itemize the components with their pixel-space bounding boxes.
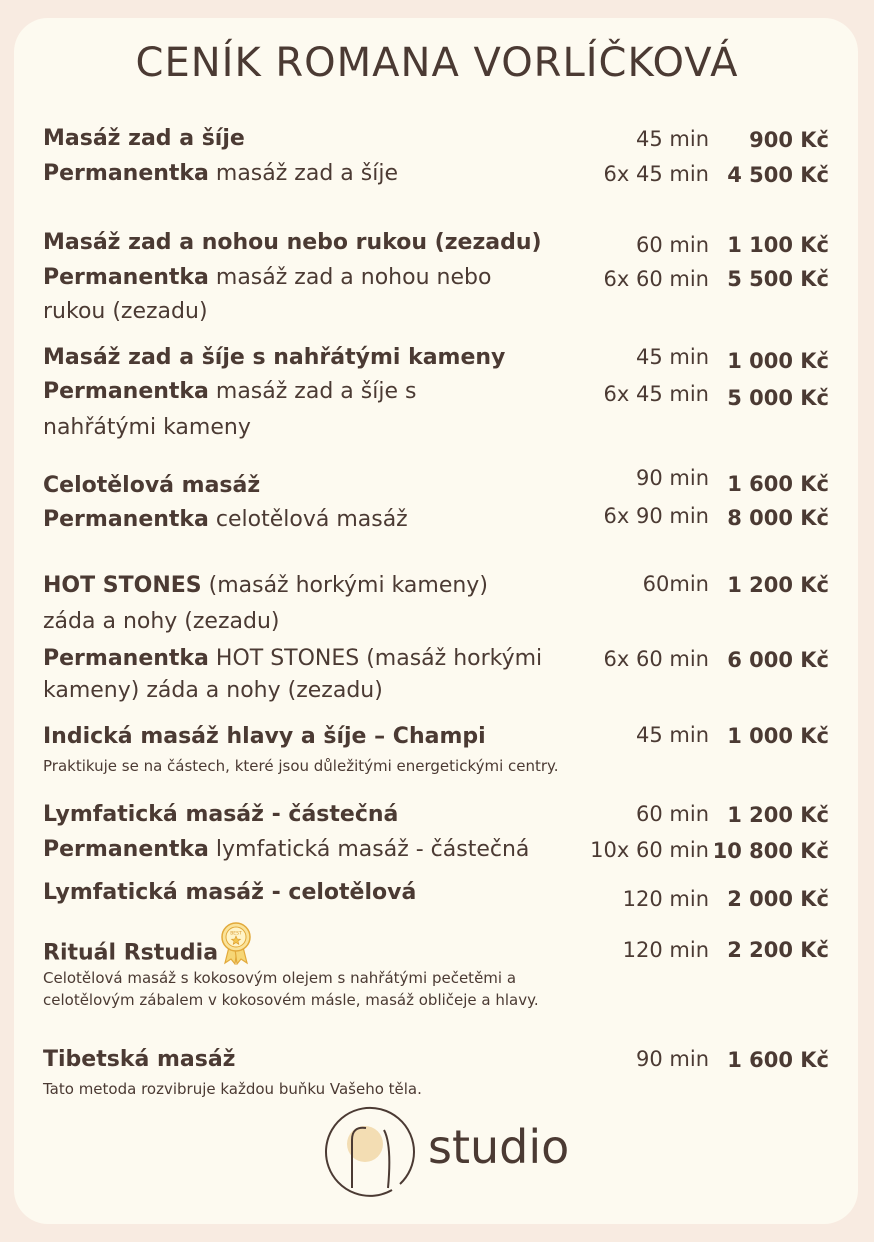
item-note xyxy=(43,967,539,1011)
item-name-rest: masáž zad a nohou nebo xyxy=(208,265,492,290)
item-name: Celotělová masáž xyxy=(43,473,261,498)
item-name-bold: Permanentka xyxy=(43,837,209,862)
item-price: 4 500 Kč xyxy=(727,163,829,187)
item-note-line-1: Celotělová masáž s kokosovým olejem s nahřátými pečetěmi a xyxy=(43,969,517,987)
item-price: 1 000 Kč xyxy=(727,724,829,748)
item-price: 6 000 Kč xyxy=(727,648,829,672)
item-price: 1 600 Kč xyxy=(727,1048,829,1072)
item-duration: 6x 45 min xyxy=(603,382,709,406)
item-name-rest: lymfatická masáž - částečná xyxy=(208,837,530,862)
item-name-rest: HOT STONES (masáž horkými xyxy=(208,646,543,671)
item-price: 5 500 Kč xyxy=(727,267,829,291)
item-name: Tibetská masáž xyxy=(43,1047,236,1072)
item-price: 2 200 Kč xyxy=(727,938,829,962)
item-duration: 6x 45 min xyxy=(603,162,709,186)
item-price: 8 000 Kč xyxy=(727,506,829,530)
logo-text: studio xyxy=(428,1120,570,1174)
item-duration: 6x 60 min xyxy=(603,647,709,671)
item-name-rest-2: rukou (zezadu) xyxy=(43,299,208,324)
item-price: 900 Kč xyxy=(749,128,829,152)
item-name-bold: Permanentka xyxy=(43,379,209,404)
item-name-rest: (masáž horkými kameny) xyxy=(201,573,488,598)
item-name-rest: masáž zad a šíje xyxy=(208,161,398,186)
item-duration: 6x 90 min xyxy=(603,504,709,528)
item-name-bold: Permanentka xyxy=(43,507,209,532)
item-name: Lymfatická masáž - částečná xyxy=(43,802,399,827)
item-name-bold: HOT STONES xyxy=(43,573,202,598)
item-duration: 60 min xyxy=(636,233,709,257)
item-price: 10 800 Kč xyxy=(712,839,829,863)
item-name-rest: masáž zad a šíje s xyxy=(208,379,417,404)
item-duration: 10x 60 min xyxy=(590,838,709,862)
item-price: 5 000 Kč xyxy=(727,386,829,410)
item-name: Indická masáž hlavy a šíje – Champi xyxy=(43,724,486,749)
item-name: Masáž zad a šíje s nahřátými kameny xyxy=(43,345,506,370)
item-name-bold: Permanentka xyxy=(43,646,209,671)
item-name-rest-2: nahřátými kameny xyxy=(43,415,251,440)
item-name: Rituál Rstudia xyxy=(43,940,219,966)
item-duration: 45 min xyxy=(636,345,709,369)
item-note: Tato metoda rozvibruje každou buňku Vašeho těla. xyxy=(43,1080,422,1098)
item-duration: 90 min xyxy=(636,1047,709,1071)
item-duration: 90 min xyxy=(636,466,709,490)
item-duration: 60 min xyxy=(636,802,709,826)
item-price: 1 600 Kč xyxy=(727,472,829,496)
item-duration: 45 min xyxy=(636,127,709,151)
item-name: Lymfatická masáž - celotělová xyxy=(43,880,417,905)
item-name-rest: celotělová masáž xyxy=(208,507,408,532)
item-name-rest-2: kameny) záda a nohy (zezadu) xyxy=(43,678,383,703)
item-note: Praktikuje se na částech, které jsou důležitými energetickými centry. xyxy=(43,757,559,775)
rstudio-logo xyxy=(322,1100,422,1204)
item-price: 2 000 Kč xyxy=(727,887,829,911)
item-name-rest-2: záda a nohy (zezadu) xyxy=(43,609,280,634)
item-price: 1 100 Kč xyxy=(727,233,829,257)
item-price: 1 200 Kč xyxy=(727,803,829,827)
item-duration: 45 min xyxy=(636,723,709,747)
item-note-line-2: celotělovým zábalem v kokosovém másle, masáž obličeje a hlavy. xyxy=(43,991,539,1009)
item-name-bold: Permanentka xyxy=(43,265,209,290)
item-duration: 120 min xyxy=(622,938,709,962)
item-price: 1 000 Kč xyxy=(727,349,829,373)
item-duration: 6x 60 min xyxy=(603,267,709,291)
item-price: 1 200 Kč xyxy=(727,573,829,597)
item-name-bold: Permanentka xyxy=(43,161,209,186)
item-duration: 60min xyxy=(642,572,709,596)
badge-text: BEST xyxy=(230,931,242,937)
item-name: Masáž zad a šíje xyxy=(43,126,245,151)
item-name: Masáž zad a nohou nebo rukou (zezadu) xyxy=(43,230,542,255)
page-title: CENÍK ROMANA VORLÍČKOVÁ xyxy=(135,40,739,86)
item-duration: 120 min xyxy=(622,887,709,911)
